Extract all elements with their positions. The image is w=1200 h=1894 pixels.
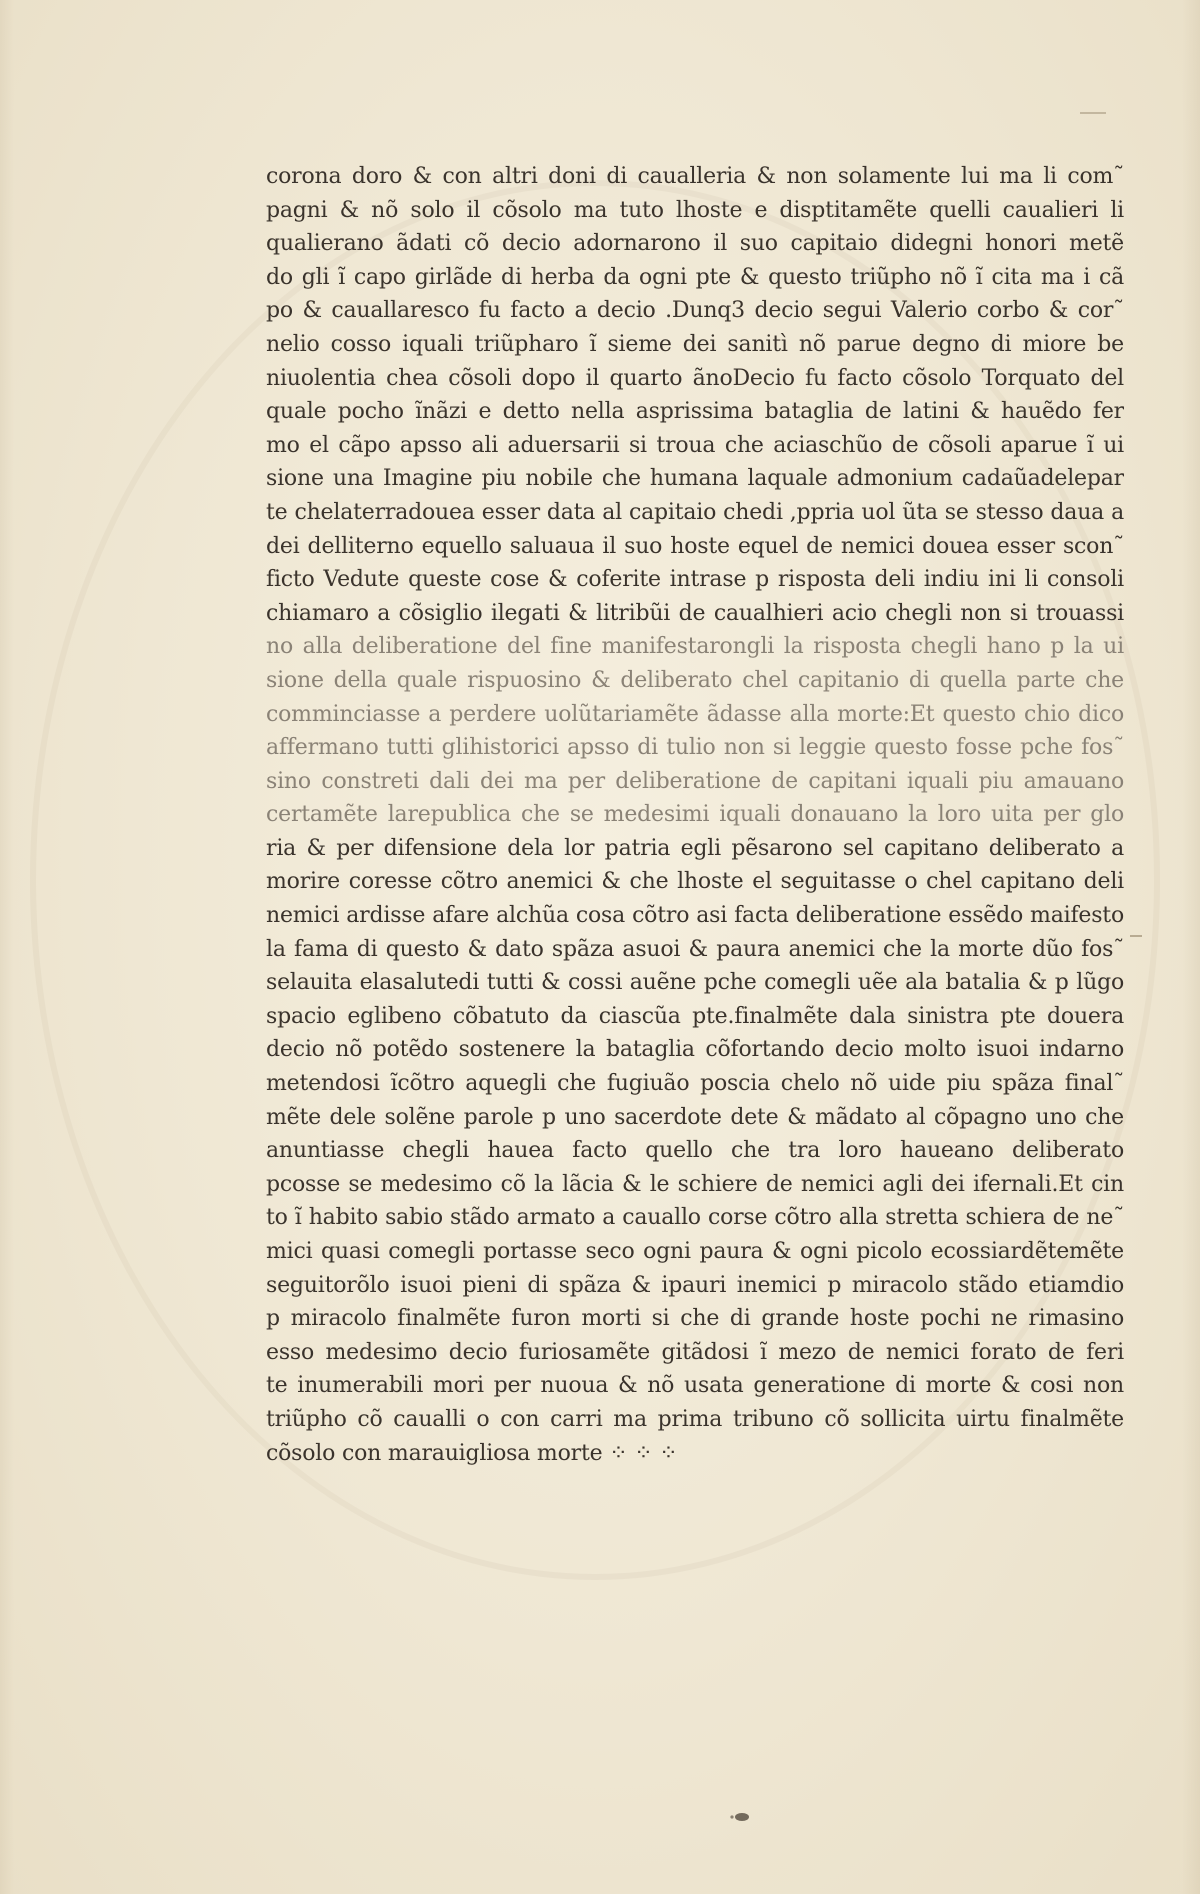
text-line: qualierano ãdati cõ decio adornarono il suo capitaio didegni honori metẽ [266,231,1124,257]
text-line: sione della quale rispuosino & deliberato chel capitanio di quella parte che [266,667,1124,693]
text-line: ficto Vedute queste cose & coferite intrase p risposta deli indiu ini li consoli [266,567,1124,593]
text-line: metendosi ĩcõtro aquegli che fugiuão poscia chelo nõ uide piu spãza final˜ [266,1071,1124,1097]
text-line: certamẽte larepublica che se medesimi iquali donauano la loro uita per glo [266,802,1124,828]
text-line: te inumerabili mori per nuoua & nõ usata generatione di morte & cosi non [266,1373,1124,1399]
text-line: no alla deliberatione del fine manifestarongli la risposta chegli hano p la ui [266,634,1124,660]
text-line: quale pocho ĩnãzi e detto nella asprissima bataglia de latini & hauẽdo fer [266,399,1124,425]
text-line: comminciasse a perdere uolũtariamẽte ãdasse alla morte:Et questo chio dico [266,701,1124,727]
text-line: affermano tutti glihistorici apsso di tulio non si leggie questo fosse pche fos˜ [266,735,1124,761]
text-line: corona doro & con altri doni di caualleria & non solamente lui ma li com˜ [266,164,1124,189]
text-line: te chelaterradouea esser data al capitaio chedi ,ppria uol ũta se stesso daua a [266,499,1124,525]
text-line: p miracolo finalmẽte furon morti si che di grande hoste pochi ne rimasino [266,1306,1124,1332]
corner-mark [1080,112,1106,114]
text-line: mici quasi comegli portasse seco ogni paura & ogni picolo ecossiardẽtemẽte [266,1239,1124,1264]
text-line: do gli ĩ capo girlãde di herba da ogni pte & questo triũpho nõ ĩ cita ma i cã [266,264,1124,290]
text-line: spacio eglibeno cõbatuto da ciascũa pte.finalmẽte dala sinistra pte douera [266,1003,1124,1029]
text-line: decio nõ potẽdo sostenere la bataglia cõfortando decio molto isuoi indarno [266,1037,1124,1063]
text-line: esso medesimo decio furiosamẽte gitãdosi ĩ mezo de nemici forato de feri [266,1339,1124,1365]
footer-ornament [728,1808,752,1820]
text-line: dei delliterno equello saluaua il suo hoste equel de nemici douea esser scon˜ [266,533,1124,559]
text-line: sione una Imagine piu nobile che humana laquale admonium cadaũadelepar [266,466,1124,492]
page-edge-left [0,0,14,1894]
text-block [266,160,1126,1470]
text-line: chiamaro a cõsiglio ilegati & litribũi de caualhieri acio chegli non si trouassi [266,600,1124,626]
text-line: selauita elasalutedi tutti & cossi auẽne pche comegli uẽe ala batalia & p lũgo [266,970,1124,996]
text-line: niuolentia chea cõsoli dopo il quarto ãnoDecio fu facto cõsolo Torquato del [266,365,1124,391]
text-line: nemici ardisse afare alchũa cosa cõtro asi facta deliberatione essẽdo maifesto [266,903,1124,929]
text-line: ria & per difensione dela lor patria egli pẽsarono sel capitano deliberato a [266,835,1124,861]
text-line: nelio cosso iquali triũpharo ĩ sieme dei sanitì nõ parue degno di miore be [266,331,1124,357]
text-line: pagni & nõ solo il cõsolo ma tuto lhoste e disptitamẽte quelli caualieri li [266,197,1124,223]
page-edge-right [1182,0,1200,1894]
text-line: pcosse se medesimo cõ la lãcia & le schiere de nemici agli dei ifernali.Et cin [266,1171,1124,1197]
text-line: mẽte dele solẽne parole p uno sacerdote dete & mãdato al cõpagno uno che [266,1104,1124,1130]
margin-tick [1130,935,1142,937]
text-line: mo el cãpo apsso ali aduersarii si troua che aciaschũo de cõsoli aparue ĩ ui [266,432,1124,458]
text-line: la fama di questo & dato spãza asuoi & paura anemici che la morte dũo fos˜ [266,936,1124,962]
text-line: anuntiasse chegli hauea facto quello che tra loro haueano deliberato [266,1138,1124,1164]
text-line: morire coresse cõtro anemici & che lhoste el seguitasse o chel capitano deli [266,869,1124,895]
text-line: seguitorõlo isuoi pieni di spãza & ipauri inemici p miracolo stãdo etiamdio [266,1272,1124,1298]
text-line: triũpho cõ caualli o con carri ma prima tribuno cõ sollicita uirtu finalmẽte [266,1406,1124,1432]
text-line: to ĩ habito sabio stãdo armato a cauallo corse cõtro alla stretta schiera de ne˜ [266,1205,1124,1231]
text-line: po & cauallaresco fu facto a decio .Dunq3 decio segui Valerio corbo & cor˜ [266,298,1124,324]
footer-ornament-icon [728,1811,752,1823]
text-line: sino constreti dali dei ma per deliberatione de capitani iquali piu amauano [266,768,1124,794]
text-line: cõsolo con marauigliosa morte ⁘ ⁘ ⁘ [266,1440,678,1466]
